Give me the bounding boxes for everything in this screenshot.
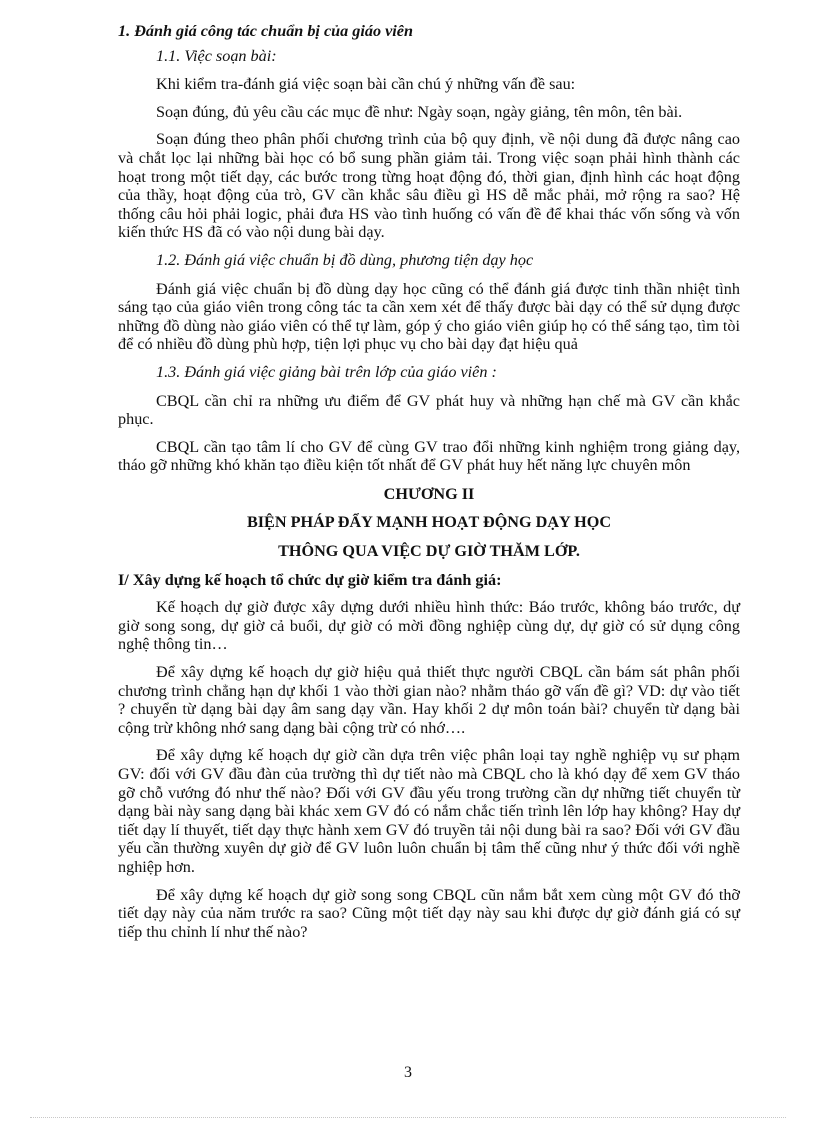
subsection-1-1: 1.1. Việc soạn bài: bbox=[156, 46, 277, 65]
paragraph: Soạn đúng, đủ yêu cầu các mục đề như: Ngày soạn, ngày giảng, tên môn, tên bài. bbox=[156, 102, 683, 121]
document-page bbox=[118, 22, 740, 950]
chapter-title-line-1: BIỆN PHÁP ĐẨY MẠNH HOẠT ĐỘNG DẠY HỌC bbox=[246, 513, 612, 532]
paragraph: CBQL cần chỉ ra những ưu điểm để GV phát huy và những hạn chế mà GV cần khắc phục. bbox=[118, 391, 740, 429]
paragraph: Soạn đúng theo phân phối chương trình của bộ quy định, về nội dung đã được nâng cao và chắt lọc lại những bài học có bổ sung phần giảm tải. Trong việc soạn phải hình thành các hoạt trong một tiết dạy, các bước trong từng hoạt động đó, thời gian, định hình các hoạt động của thầy, hoạt động của trò, GV cần khắc sâu điều gì HS dễ mắc phải, mở rộng ra sao? Hệ thống câu hỏi phải logic, phải đưa HS vào tình huống có vấn đề để khai thác vốn sống và vốn kiến thức HS đã có vào nội dung bài dạy. bbox=[118, 130, 740, 242]
paragraph: CBQL cần tạo tâm lí cho GV để cùng GV trao đổi những kinh nghiệm trong giảng dạy, tháo gỡ những khó khăn tạo điều kiện tốt nhất để GV phát huy hết năng lực chuyên môn bbox=[118, 437, 740, 475]
subsection-1-2: 1.2. Đánh giá việc chuẩn bị đồ dùng, phương tiện dạy học bbox=[156, 250, 534, 269]
paragraph: Đánh giá việc chuẩn bị đồ dùng dạy học cũng có thể đánh giá được tinh thần nhiệt tình sáng tạo của giáo viên trong công tác ta cần xem xét để thấy được bài dạy có thể sử dụng được những đồ dùng nào giáo viên có thể tự làm, góp ý cho giáo viên giúp họ có thể sáng tạo, tìm tòi để có nhiều đồ dùng phù hợp, tiện lợi phục vụ cho bài dạy đạt hiệu quả bbox=[118, 279, 740, 354]
paragraph: Để xây dựng kế hoạch dự giờ song song CBQL cũn nắm bắt xem cùng một GV đó thỡ tiết dạy này của năm trước ra sao? Cũng một tiết dạy này sau khi được dự giờ đánh giá có sự tiếp thu chỉnh lí như thế nào? bbox=[118, 885, 740, 941]
paragraph: Khi kiểm tra-đánh giá việc soạn bài cần chú ý những vấn đề sau: bbox=[156, 75, 576, 94]
page-bottom-divider bbox=[30, 1117, 786, 1118]
paragraph: Để xây dựng kế hoạch dự giờ cần dựa trên việc phân loại tay nghề nghiệp vụ sư phạm GV: đối với GV đầu đàn của trường thì dự tiết nào mà CBQL cho là khó dạy để xem GV tháo gỡ chỗ vướng đó như thế nào? Đối với GV đầu yếu trong trường cần dự những tiết chuyển từ dạng bài này sang dạng bài khác xem GV đó có nắm chắc tiến trình lên lớp hay không? Hay dự tiết dạy lí thuyết, tiết dạy thực hành xem GV đó truyền tải nội dung bài ra sao? Đối với GV đầu yếu cần thường xuyên dự giờ để GV luôn luôn chuẩn bị tâm thế cũng như ý thức đối với nghề nghiệp hơn. bbox=[118, 746, 740, 876]
paragraph: Kế hoạch dự giờ được xây dựng dưới nhiều hình thức: Báo trước, không báo trước, dự giờ song song, dự giờ cả buổi, dự giờ có mời đồng nghiệp cùng dự, dự giờ có sử dụng công nghệ thông tin… bbox=[118, 598, 740, 654]
chapter-title-line-2: THÔNG QUA VIỆC DỰ GIỜ THĂM LỚP. bbox=[278, 542, 580, 561]
paragraph: Để xây dựng kế hoạch dự giờ hiệu quả thiết thực người CBQL cần bám sát phân phối chương trình chẳng hạn dự khối 1 vào thời gian nào? nhằm tháo gỡ vấn đề gì? VD: dự vào tiết ? chuyển từ dạng bài dạy âm sang dạy vần. Hay khối 2 dự môn toán bài? chuyển từ dạng bài cộng trừ không nhớ sang dạng bài cộng trừ có nhớ…. bbox=[118, 663, 740, 737]
page-number: 3 bbox=[404, 1064, 412, 1081]
chapter-label: CHƯƠNG II bbox=[383, 484, 475, 503]
subsection-1-3: 1.3. Đánh giá việc giảng bài trên lớp của giáo viên : bbox=[156, 362, 497, 381]
section-heading: I/ Xây dựng kế hoạch tổ chức dự giờ kiểm tra đánh giá: bbox=[118, 570, 502, 589]
section-title: 1. Đánh giá công tác chuẩn bị của giáo viên bbox=[118, 22, 413, 40]
